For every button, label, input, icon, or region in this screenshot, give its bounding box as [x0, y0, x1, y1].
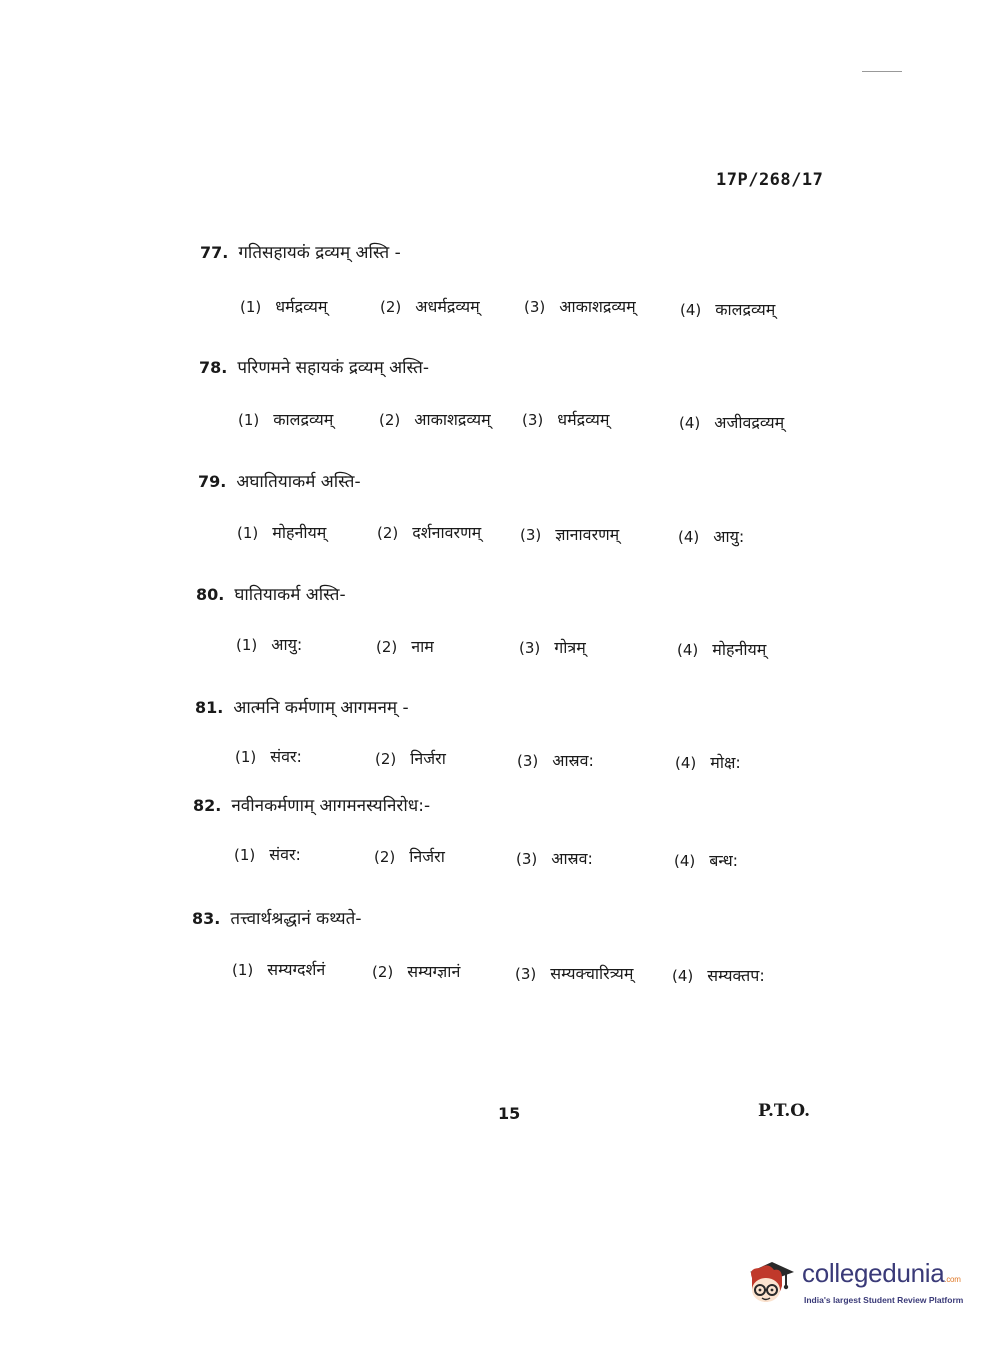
option-text: कालद्रव्यम् [715, 300, 776, 319]
option-3 [515, 962, 633, 984]
brand-suffix: .com [944, 1275, 961, 1284]
option-number: (2) [379, 411, 401, 429]
option-3 [524, 295, 636, 317]
question-number: 80. [196, 585, 225, 604]
paper-code: 17P/268/17 [716, 170, 824, 190]
option-number: (3) [519, 639, 541, 657]
option-2 [372, 960, 460, 982]
brand-tagline: India's largest Student Review Platform [804, 1295, 964, 1305]
option-3 [520, 523, 619, 545]
question-stem [198, 469, 361, 492]
option-text: मोक्ष: [710, 753, 741, 772]
option-1 [237, 521, 326, 543]
question-number: 79. [198, 472, 227, 491]
option-4 [680, 298, 775, 320]
option-2 [375, 747, 446, 769]
question-number: 77. [200, 243, 229, 262]
question-number: 82. [193, 796, 222, 815]
question-stem [193, 793, 430, 816]
option-4 [674, 849, 738, 871]
option-number: (4) [675, 754, 697, 772]
option-text: अधर्मद्रव्यम् [415, 297, 480, 316]
brand-name [802, 1258, 961, 1289]
question-number: 81. [195, 698, 224, 717]
question-number: 83. [192, 909, 221, 928]
option-1 [235, 745, 302, 767]
option-text: आयु: [271, 635, 303, 654]
option-2 [376, 635, 434, 657]
option-1 [236, 633, 302, 655]
option-3 [516, 847, 593, 869]
option-number: (1) [232, 961, 254, 979]
option-number: (2) [376, 638, 398, 656]
option-4 [672, 964, 765, 986]
option-number: (4) [674, 852, 696, 870]
question-stem [196, 582, 346, 605]
question-number: 78. [199, 358, 228, 377]
option-number: (2) [377, 524, 399, 542]
option-text: अजीवद्रव्यम् [714, 413, 785, 432]
option-4 [678, 525, 744, 547]
option-text: दर्शनावरणम् [412, 523, 482, 542]
option-2 [374, 845, 445, 867]
option-number: (2) [374, 848, 396, 866]
question-text: परिणमने सहायकं द्रव्यम् अस्ति- [237, 358, 429, 378]
mascot-icon [742, 1256, 798, 1310]
option-text: संवर: [270, 747, 302, 766]
top-rule [862, 71, 902, 72]
option-text: सम्यक्तप: [707, 966, 765, 985]
option-number: (2) [375, 750, 397, 768]
option-text: नाम [411, 637, 434, 656]
option-number: (1) [236, 636, 258, 654]
question-text: आत्मनि कर्मणाम् आगमनम् - [233, 698, 409, 718]
question-text: गतिसहायकं द्रव्यम् अस्ति - [238, 243, 401, 263]
question-stem [200, 240, 401, 263]
option-text: संवर: [269, 845, 301, 864]
option-number: (3) [517, 752, 539, 770]
option-text: निर्जरा [409, 847, 445, 866]
option-text: मोहनीयम् [272, 523, 327, 542]
option-number: (4) [672, 967, 694, 985]
option-text: आकाशद्रव्यम् [559, 297, 636, 316]
option-text: बन्ध: [709, 851, 739, 870]
option-text: धर्मद्रव्यम् [275, 297, 328, 316]
option-number: (2) [380, 298, 402, 316]
page-number: 15 [498, 1104, 521, 1123]
option-text: आयु: [713, 527, 745, 546]
option-number: (3) [516, 850, 538, 868]
pto-label: P.T.O. [758, 1101, 810, 1121]
option-number: (4) [678, 528, 700, 546]
option-text: मोहनीयम् [712, 640, 767, 659]
option-text: सम्यग्ज्ञानं [407, 962, 461, 981]
option-number: (4) [679, 414, 701, 432]
option-3 [522, 408, 609, 430]
option-2 [379, 408, 491, 430]
option-1 [238, 408, 333, 430]
brand-name-text: collegedunia [802, 1258, 945, 1288]
option-number: (1) [240, 298, 262, 316]
option-number: (1) [234, 846, 256, 864]
option-2 [377, 521, 481, 543]
option-text: सम्यक्चारित्र्यम् [550, 964, 634, 983]
option-number: (4) [677, 641, 699, 659]
option-number: (1) [238, 411, 260, 429]
option-3 [519, 636, 586, 658]
question-text: नवीनकर्मणाम् आगमनस्यनिरोध:- [231, 796, 431, 816]
question-text: अघातियाकर्म अस्ति- [236, 472, 361, 492]
option-text: ज्ञानावरणम् [555, 525, 620, 544]
option-text: सम्यग्दर्शनं [267, 960, 326, 979]
option-text: कालद्रव्यम् [273, 410, 334, 429]
option-4 [677, 638, 766, 660]
option-number: (3) [522, 411, 544, 429]
option-4 [675, 751, 741, 773]
question-text: घातियाकर्म अस्ति- [234, 585, 346, 605]
option-number: (3) [515, 965, 537, 983]
option-text: धर्मद्रव्यम् [557, 410, 610, 429]
option-number: (3) [520, 526, 542, 544]
option-text: गोत्रम् [554, 638, 586, 657]
question-text: तत्त्वार्थश्रद्धानं कथ्यते- [230, 909, 362, 929]
question-stem [195, 695, 409, 718]
option-1 [234, 843, 301, 865]
option-text: आस्रव: [551, 849, 593, 868]
option-number: (3) [524, 298, 546, 316]
option-1 [240, 295, 327, 317]
question-stem [199, 355, 429, 378]
question-stem [192, 906, 361, 929]
option-3 [517, 749, 594, 771]
option-text: आस्रव: [552, 751, 594, 770]
option-1 [232, 958, 325, 980]
option-2 [380, 295, 480, 317]
option-text: निर्जरा [410, 749, 446, 768]
option-number: (1) [235, 748, 257, 766]
option-number: (2) [372, 963, 394, 981]
collegedunia-watermark [742, 1250, 972, 1314]
option-text: आकाशद्रव्यम् [414, 410, 491, 429]
option-4 [679, 411, 784, 433]
option-number: (4) [680, 301, 702, 319]
option-number: (1) [237, 524, 259, 542]
